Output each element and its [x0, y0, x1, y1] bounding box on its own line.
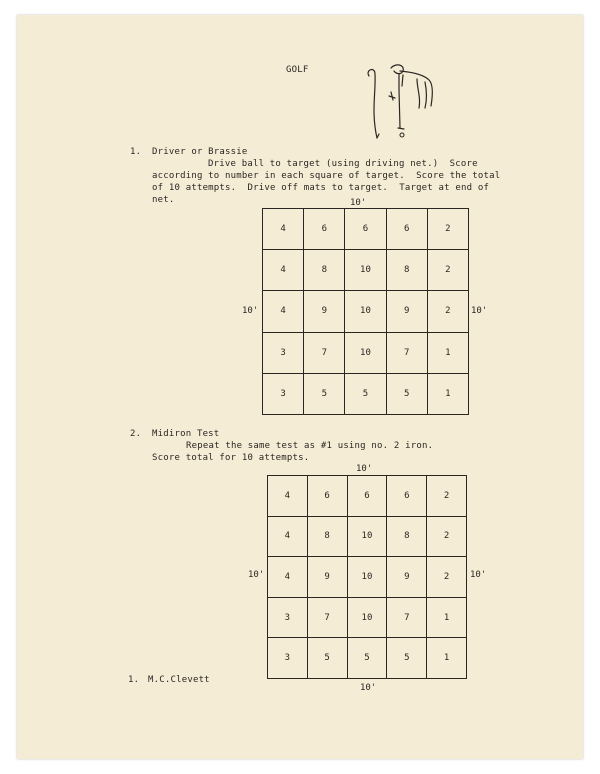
target1-cell: 2 [427, 250, 468, 291]
target1-cell: 10 [345, 291, 386, 332]
target1-row [263, 250, 469, 291]
target2-cell: 6 [387, 476, 427, 517]
target1-cell: 5 [386, 373, 427, 414]
section-heading-midiron: Midiron Test [152, 429, 220, 439]
target2-cell: 5 [347, 638, 387, 679]
target2-cell: 8 [387, 516, 427, 557]
target2-cell: 9 [307, 557, 347, 598]
target2-grid [267, 475, 467, 679]
target2-cell: 2 [427, 476, 467, 517]
target1-cell: 6 [304, 209, 345, 250]
target2-row [268, 597, 467, 638]
section-1-line-4: net. [152, 195, 175, 205]
target1-cell: 5 [345, 373, 386, 414]
target2-row [268, 638, 467, 679]
target2-cell: 6 [307, 476, 347, 517]
target2-cell: 7 [307, 597, 347, 638]
target2-cell: 3 [268, 638, 308, 679]
target1-cell: 3 [263, 373, 304, 414]
target2-cell: 4 [268, 516, 308, 557]
target2-row [268, 516, 467, 557]
target1-cell: 2 [427, 291, 468, 332]
target1-cell: 10 [345, 250, 386, 291]
target2-row [268, 476, 467, 517]
target2-cell: 4 [268, 476, 308, 517]
target2-cell: 8 [307, 516, 347, 557]
target2-cell: 4 [268, 557, 308, 598]
target2-cell: 9 [387, 557, 427, 598]
footnote-author: M.C.Clevett [148, 675, 210, 685]
target1-row [263, 332, 469, 373]
target1-cell: 7 [386, 332, 427, 373]
target1-cell: 10 [345, 332, 386, 373]
section-heading-driver: Driver or Brassie [152, 147, 248, 157]
target2-cell: 10 [347, 597, 387, 638]
target1-left-dimension: 10' [242, 306, 259, 316]
target1-cell: 2 [427, 209, 468, 250]
section-number-1: 1. [130, 147, 142, 157]
target2-cell: 2 [427, 557, 467, 598]
target1-row [263, 291, 469, 332]
section-number-2: 2. [130, 429, 142, 439]
target1-cell: 5 [304, 373, 345, 414]
section-2-line-2: Score total for 10 attempts. [152, 453, 310, 463]
target2-right-dimension: 10' [470, 570, 487, 580]
target2-cell: 10 [347, 516, 387, 557]
section-1-line-3: of 10 attempts. Drive off mats to target. Target at end of [152, 183, 490, 193]
target2-cell: 7 [387, 597, 427, 638]
target1-top-dimension: 10' [350, 198, 367, 208]
target1-grid [262, 208, 469, 415]
target1-cell: 9 [304, 291, 345, 332]
target2-cell: 6 [347, 476, 387, 517]
target1-row [263, 209, 469, 250]
target1-cell: 4 [263, 291, 304, 332]
target1-cell: 4 [263, 250, 304, 291]
section-2-line-1: Repeat the same test as #1 using no. 2 iron. [186, 441, 434, 451]
page-title: GOLF [286, 65, 309, 75]
target1-cell: 4 [263, 209, 304, 250]
target2-row [268, 557, 467, 598]
target1-cell: 3 [263, 332, 304, 373]
target1-right-dimension: 10' [471, 306, 488, 316]
target1-cell: 8 [304, 250, 345, 291]
target1-cell: 7 [304, 332, 345, 373]
section-1-line-2: according to number in each square of target. Score the total [152, 171, 501, 181]
golfer-sketch-icon [355, 62, 445, 142]
target2-cell: 10 [347, 557, 387, 598]
target1-cell: 8 [386, 250, 427, 291]
target1-cell: 9 [386, 291, 427, 332]
target1-cell: 1 [427, 373, 468, 414]
footnote-number: 1. [128, 675, 140, 685]
target1-cell: 6 [345, 209, 386, 250]
section-1-line-1: Drive ball to target (using driving net.) Score [208, 159, 478, 169]
target1-cell: 6 [386, 209, 427, 250]
target2-bottom-dimension: 10' [360, 683, 377, 693]
target2-cell: 3 [268, 597, 308, 638]
target2-cell: 5 [307, 638, 347, 679]
target1-cell: 1 [427, 332, 468, 373]
target2-cell: 1 [427, 638, 467, 679]
target2-cell: 2 [427, 516, 467, 557]
target2-left-dimension: 10' [248, 570, 265, 580]
target2-cell: 1 [427, 597, 467, 638]
target2-top-dimension: 10' [356, 464, 373, 474]
target1-row [263, 373, 469, 414]
target2-cell: 5 [387, 638, 427, 679]
